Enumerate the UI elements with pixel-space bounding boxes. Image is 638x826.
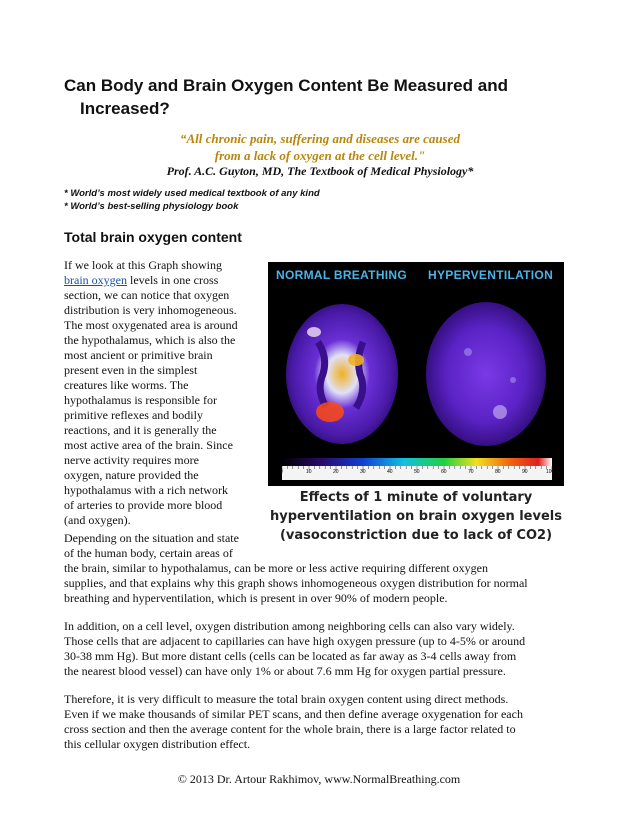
footnote: * World’s best-selling physiology book (64, 201, 239, 212)
scale-tick-label: 100 (546, 469, 555, 475)
text-line: In addition, on a cell level, oxygen distribution among neighboring cells can also vary widely. (64, 619, 515, 633)
text-line (64, 273, 262, 288)
text-line: creatures like worms. The (64, 378, 189, 392)
text-fragment: levels in one cross (129, 273, 219, 287)
scale-tick-label: 90 (522, 469, 528, 475)
text-line: most active area of the brain. Since (64, 438, 233, 452)
scale-tick-label: 0 (280, 469, 283, 475)
pet-scan-figure (268, 262, 564, 552)
page-title: Can Body and Brain Oxygen Content Be Measured and Increased? (64, 76, 508, 118)
caption-line: hyperventilation on brain oxygen levels (270, 509, 562, 524)
page-footer: © 2013 Dr. Artour Rakhimov, www.NormalBreathing.com (177, 772, 461, 786)
brain-oxygen-link[interactable]: brain oxygen (64, 273, 127, 287)
normal-brain (286, 304, 398, 444)
quote-line-2: from a lack of oxygen at the cell level." (214, 148, 426, 163)
text-line: of arteries to provide more blood (64, 498, 223, 512)
guyton-quote (110, 130, 530, 164)
paragraph-hypothalamus (64, 258, 262, 528)
text-line: this cellular oxygen distribution effect. (64, 737, 251, 751)
text-line: hypothalamus with a rich network (64, 483, 228, 497)
caption-line: Effects of 1 minute of voluntary (299, 490, 533, 505)
scale-tick-label: 10 (306, 469, 312, 475)
scale-tick-label: 30 (360, 469, 366, 475)
quote-author: Prof. A.C. Guyton, MD, The Textbook of Medical Physiology* (166, 164, 474, 178)
text-line: hypothalamus is responsible for (64, 393, 217, 407)
normal-breathing-label: NORMAL BREATHING (276, 268, 408, 282)
text-line: distribution is very inhomogeneous. (64, 303, 237, 317)
text-line: supplies, and that explains why this graph shows inhomogeneous oxygen distribution for normal (64, 576, 528, 590)
scale-tick-label: 40 (387, 469, 393, 475)
text-line: of the human body, certain areas of (64, 546, 233, 560)
hyper-brain-spot (510, 377, 516, 383)
text-line: If we look at this Graph showing (64, 258, 222, 272)
pet-scan-graphic (268, 262, 564, 486)
scale-tick-label: 80 (495, 469, 501, 475)
hyper-brain-spot (493, 405, 507, 419)
normal-brain-hotspot (348, 354, 364, 366)
text-line: the hypothalamus, which is also the (64, 333, 236, 347)
text-line: (and oxygen). (64, 513, 131, 527)
scale-tick-label: 20 (333, 469, 339, 475)
text-line: present even in the simplest (64, 363, 198, 377)
section-heading: Total brain oxygen content (64, 229, 242, 245)
normal-brain-hotspot (316, 402, 344, 422)
text-line: The most oxygenated area is around (64, 318, 238, 332)
text-line: 30-38 mm Hg). But more distant cells (cells can be located as far away as 3-4 cells away from (64, 649, 517, 663)
text-line: Those cells that are adjacent to capillaries can have high oxygen pressure (up to 4-5% or around (64, 634, 526, 648)
hyper-brain-spot (464, 348, 472, 356)
scale-tick-label: 60 (441, 469, 447, 475)
caption-line: (vasoconstriction due to lack of CO2) (279, 528, 553, 543)
text-line: the brain, similar to hypothalamus, can be more or less active requiring different oxygen (64, 561, 488, 575)
scale-tick-label: 70 (468, 469, 474, 475)
text-line: nerve activity requires more (64, 453, 199, 467)
text-line: primitive reflexes and bodily (64, 408, 203, 422)
text-line: cross section and then the average content for the whole brain, there is a large factor related to (64, 722, 516, 736)
quote-line-1: “All chronic pain, suffering and diseases are caused (179, 131, 460, 146)
text-line: Even if we make thousands of similar PET scans, and then define average oxygenation for each (64, 707, 523, 721)
text-line: breathing and hyperventilation, which is present in over 90% of modern people. (64, 591, 448, 605)
paragraph-situation-end (64, 561, 574, 606)
hyperventilation-brain (426, 302, 546, 446)
paragraph-situation-start (64, 531, 262, 561)
normal-brain-hotspot (307, 327, 321, 337)
text-line: Depending on the situation and state (64, 531, 239, 545)
text-line: the nearest blood vessel) can have only 1% or about 7.6 mm Hg for oxygen partial pressure. (64, 664, 506, 678)
figure-caption (268, 488, 564, 545)
text-line: most ancient or primitive brain (64, 348, 213, 362)
pet-scan-image (268, 262, 564, 486)
scale-tick-label: 50 (414, 469, 420, 475)
footnote: * World’s most widely used medical textbook of any kind (64, 188, 320, 199)
text-line: Therefore, it is very difficult to measure the total brain oxygen content using direct methods. (64, 692, 509, 706)
hyperventilation-label: HYPERVENTILATION (428, 268, 554, 282)
color-scale-bar (282, 458, 552, 466)
text-line: oxygen, nature provided the (64, 468, 199, 482)
paragraph-measurement (64, 692, 574, 752)
text-line: reactions, and it is generally the (64, 423, 217, 437)
paragraph-cell-level (64, 619, 574, 679)
text-line: section, we can notice that oxygen (64, 288, 230, 302)
footnotes (64, 187, 564, 213)
